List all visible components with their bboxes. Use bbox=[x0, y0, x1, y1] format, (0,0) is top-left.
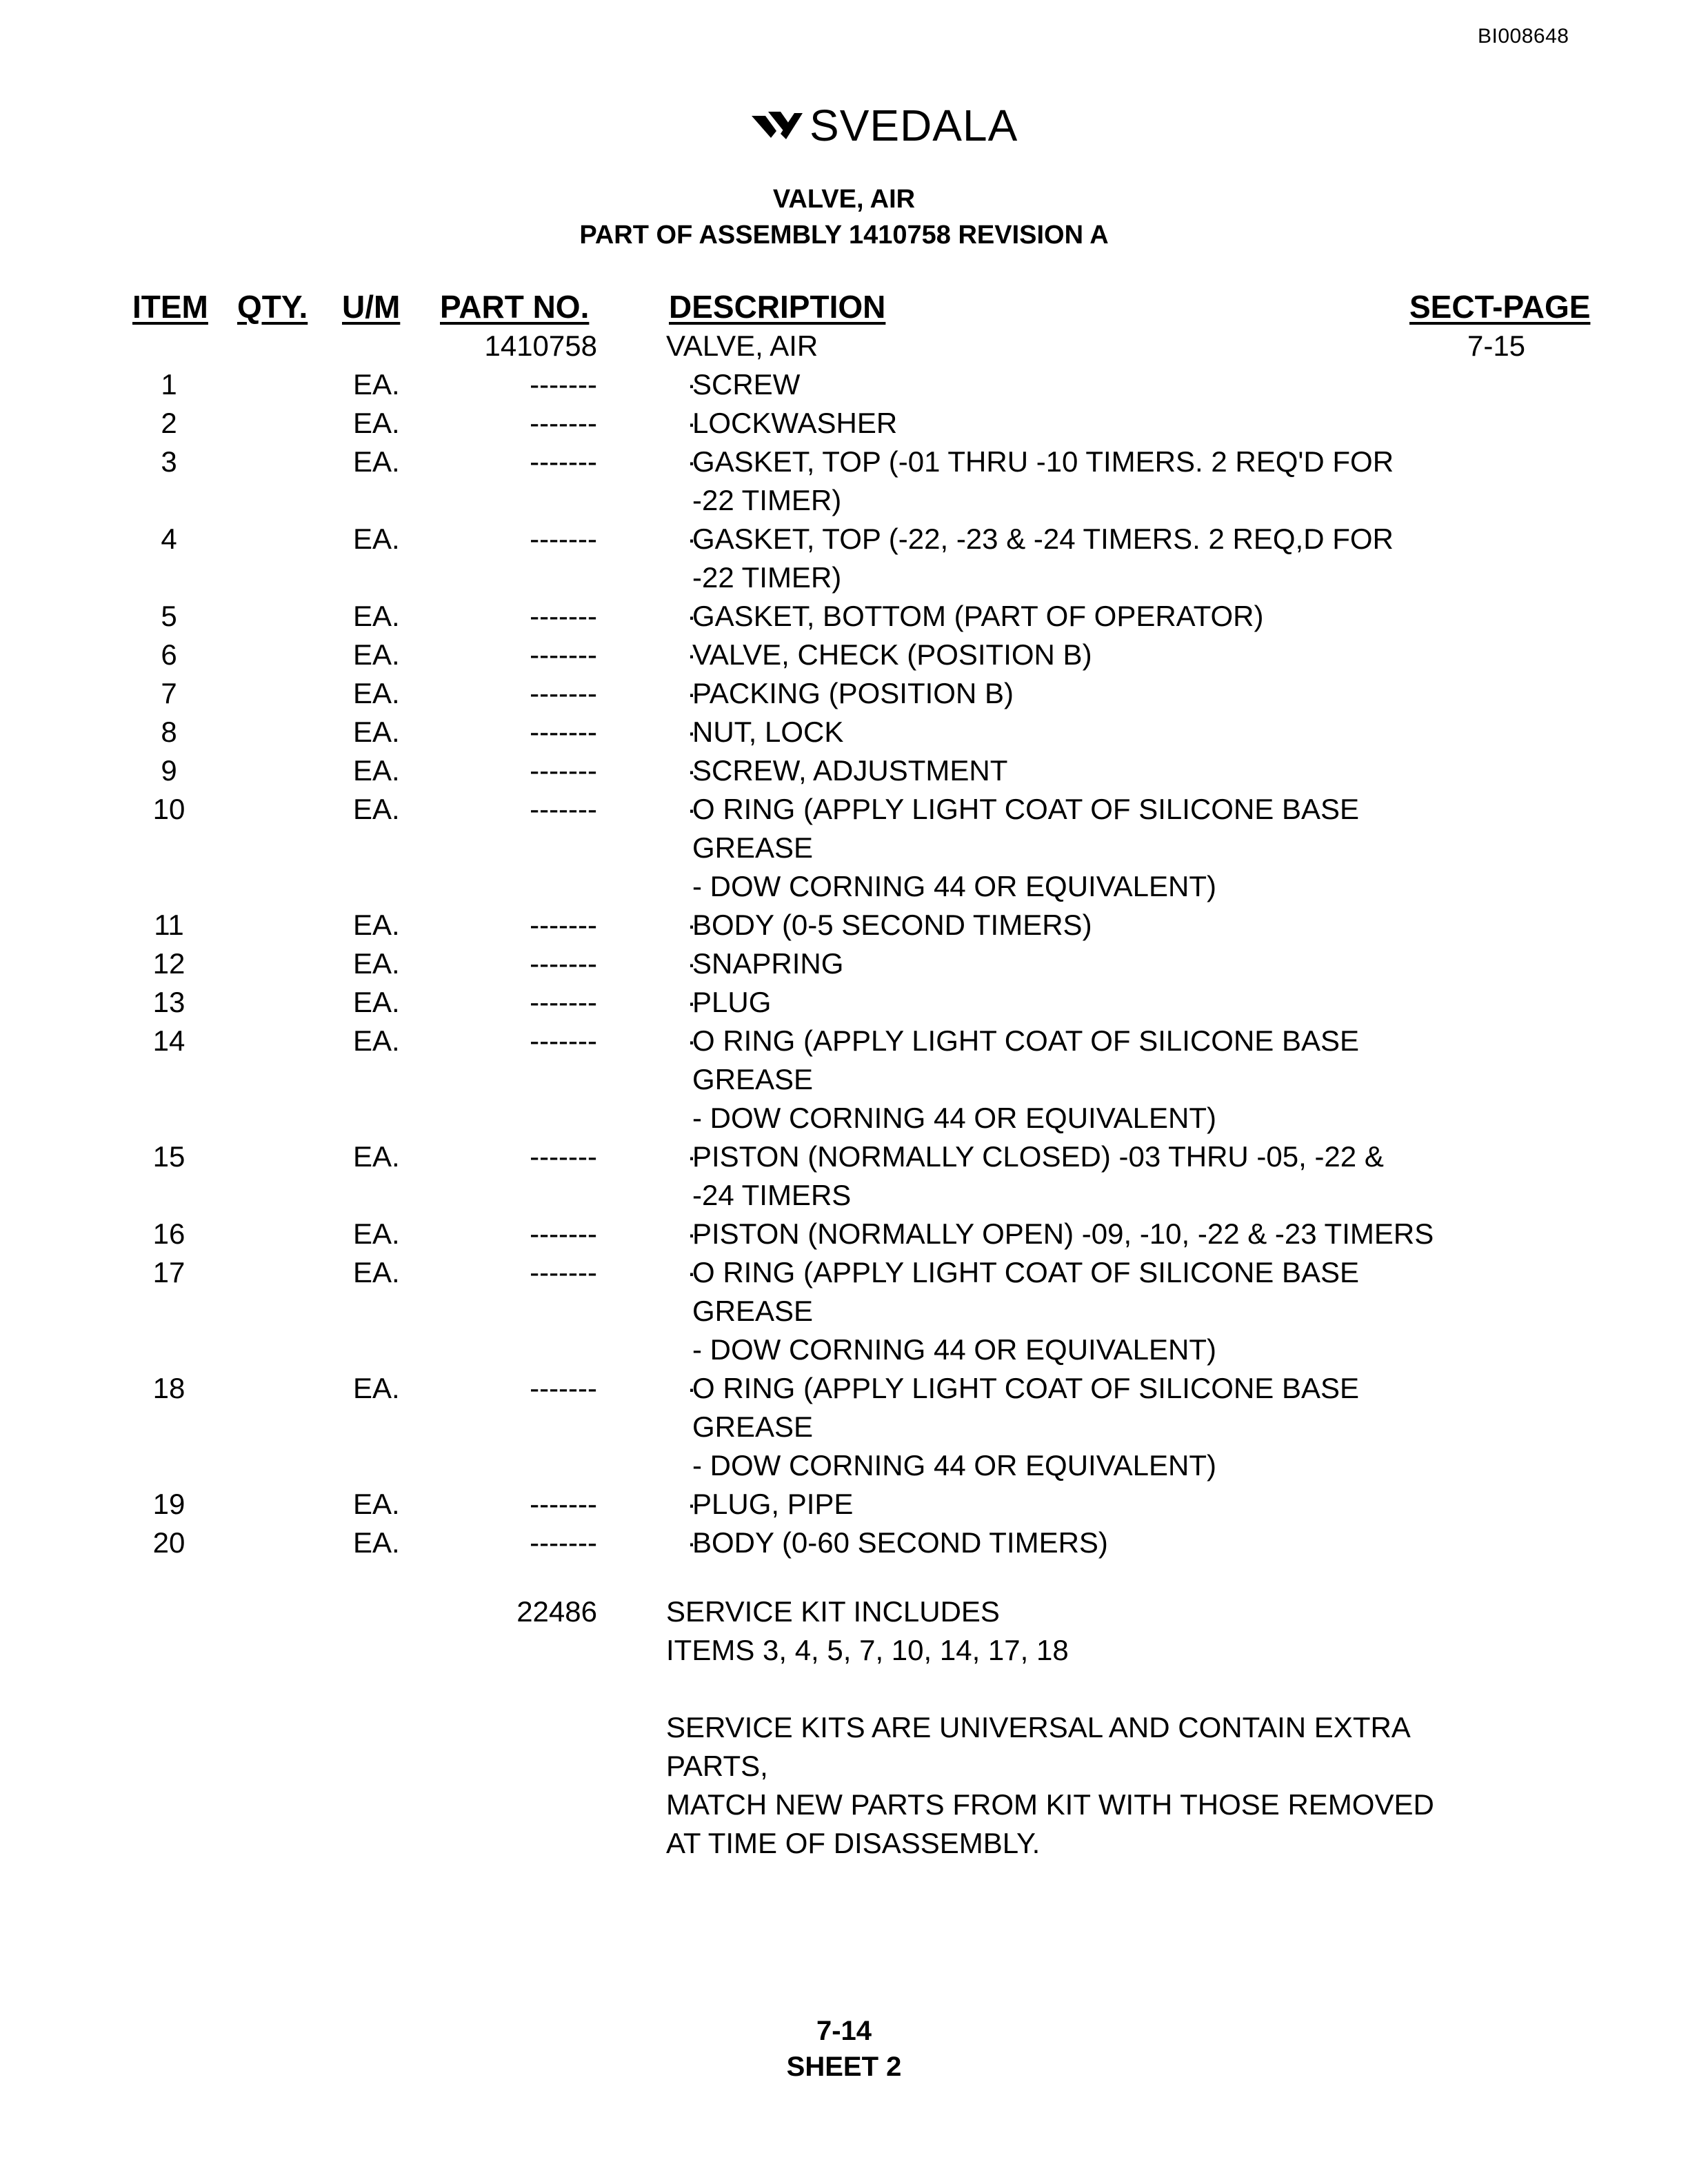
service-kit-line: ITEMS 3, 4, 5, 7, 10, 14, 17, 18 bbox=[666, 1634, 1069, 1666]
service-kit-part-no: 22486 bbox=[516, 1595, 597, 1628]
item-part-no: ------- bbox=[530, 638, 597, 671]
item-part-no: ------- bbox=[530, 677, 597, 709]
header-qty: QTY. bbox=[237, 289, 308, 325]
item-number: 5 bbox=[161, 600, 177, 632]
item-number: 19 bbox=[152, 1488, 185, 1520]
item-unit: EA. bbox=[353, 445, 400, 478]
item-description: · LOCKWASHER bbox=[692, 404, 897, 443]
item-unit: EA. bbox=[353, 947, 400, 980]
item-description: · O RING (APPLY LIGHT COAT OF SILICONE BASE bbox=[692, 1369, 1359, 1408]
item-number: 12 bbox=[152, 947, 185, 980]
service-kit-line: SERVICE KIT INCLUDES bbox=[666, 1595, 1000, 1628]
item-unit: EA. bbox=[353, 638, 400, 671]
item-unit: EA. bbox=[353, 986, 400, 1018]
item-description-continued: -24 TIMERS bbox=[692, 1179, 852, 1211]
item-description: · PACKING (POSITION B) bbox=[692, 674, 1014, 713]
item-description-continued: - DOW CORNING 44 OR EQUIVALENT) bbox=[692, 870, 1216, 902]
sheet-label: SHEET 2 bbox=[786, 2052, 902, 2082]
item-unit: EA. bbox=[353, 677, 400, 709]
header-um: U/M bbox=[342, 289, 401, 325]
item-description: · SNAPRING bbox=[692, 944, 843, 983]
item-description-continued: GREASE bbox=[692, 831, 814, 864]
item-description: · PLUG, PIPE bbox=[692, 1485, 853, 1524]
item-description-continued: - DOW CORNING 44 OR EQUIVALENT) bbox=[692, 1333, 1216, 1366]
item-part-no: ------- bbox=[530, 793, 597, 825]
item-number: 7 bbox=[161, 677, 177, 709]
item-description: · GASKET, TOP (-22, -23 & -24 TIMERS. 2 REQ,D FOR bbox=[692, 520, 1394, 558]
note-line: AT TIME OF DISASSEMBLY. bbox=[666, 1827, 1041, 1859]
item-unit: EA. bbox=[353, 1526, 400, 1559]
item-description-continued: -22 TIMER) bbox=[692, 484, 842, 516]
item-unit: EA. bbox=[353, 1217, 400, 1250]
item-number: 1 bbox=[161, 368, 177, 401]
note-line: MATCH NEW PARTS FROM KIT WITH THOSE REMOVED bbox=[666, 1788, 1434, 1821]
item-number: 17 bbox=[152, 1256, 185, 1288]
item-description: · PLUG bbox=[692, 983, 771, 1022]
item-number: 14 bbox=[152, 1024, 185, 1057]
item-part-no: ------- bbox=[530, 1488, 597, 1520]
item-description: · PISTON (NORMALLY CLOSED) -03 THRU -05, -22 & bbox=[692, 1138, 1384, 1176]
item-description-continued: - DOW CORNING 44 OR EQUIVALENT) bbox=[692, 1102, 1216, 1134]
item-number: 10 bbox=[152, 793, 185, 825]
header-item: ITEM bbox=[132, 289, 208, 325]
item-unit: EA. bbox=[353, 1256, 400, 1288]
note-line: SERVICE KITS ARE UNIVERSAL AND CONTAIN EXTRA bbox=[666, 1711, 1411, 1743]
item-unit: EA. bbox=[353, 909, 400, 941]
item-part-no: ------- bbox=[530, 754, 597, 787]
item-part-no: ------- bbox=[530, 600, 597, 632]
header-sect-page: SECT-PAGE bbox=[1409, 289, 1591, 325]
item-part-no: ------- bbox=[530, 407, 597, 439]
assembly-description: VALVE, AIR bbox=[666, 330, 818, 362]
item-number: 4 bbox=[161, 523, 177, 555]
item-part-no: ------- bbox=[530, 909, 597, 941]
item-part-no: ------- bbox=[530, 1140, 597, 1173]
item-description-continued: GREASE bbox=[692, 1295, 814, 1327]
page-number: 7-14 bbox=[816, 2016, 872, 2046]
brand-name: SVEDALA bbox=[810, 101, 1018, 150]
item-description: · O RING (APPLY LIGHT COAT OF SILICONE BASE bbox=[692, 1022, 1359, 1060]
item-unit: EA. bbox=[353, 754, 400, 787]
item-part-no: ------- bbox=[530, 1372, 597, 1404]
item-description: · PISTON (NORMALLY OPEN) -09, -10, -22 & -23 TIMERS bbox=[692, 1215, 1434, 1253]
item-part-no: ------- bbox=[530, 1256, 597, 1288]
item-number: 20 bbox=[152, 1526, 185, 1559]
item-number: 16 bbox=[152, 1217, 185, 1250]
item-number: 9 bbox=[161, 754, 177, 787]
note-line: PARTS, bbox=[666, 1750, 768, 1782]
item-number: 3 bbox=[161, 445, 177, 478]
item-number: 2 bbox=[161, 407, 177, 439]
item-number: 6 bbox=[161, 638, 177, 671]
item-description: · BODY (0-5 SECOND TIMERS) bbox=[692, 906, 1092, 944]
item-unit: EA. bbox=[353, 368, 400, 401]
item-number: 13 bbox=[152, 986, 185, 1018]
item-unit: EA. bbox=[353, 793, 400, 825]
item-description: · SCREW bbox=[692, 365, 800, 404]
svedala-chevron-logo-icon bbox=[750, 106, 804, 145]
item-part-no: ------- bbox=[530, 368, 597, 401]
item-description-continued: -22 TIMER) bbox=[692, 561, 842, 594]
item-description: · GASKET, TOP (-01 THRU -10 TIMERS. 2 REQ'D FOR bbox=[692, 443, 1394, 481]
header-description: DESCRIPTION bbox=[669, 289, 886, 325]
item-number: 11 bbox=[154, 909, 184, 941]
document-title: VALVE, AIR bbox=[772, 185, 916, 214]
item-unit: EA. bbox=[353, 1024, 400, 1057]
svedala-logo bbox=[750, 103, 1018, 148]
item-part-no: ------- bbox=[530, 1024, 597, 1057]
item-description: · O RING (APPLY LIGHT COAT OF SILICONE BASE bbox=[692, 790, 1359, 829]
item-description: · SCREW, ADJUSTMENT bbox=[692, 751, 1007, 790]
assembly-part-no: 1410758 bbox=[484, 330, 597, 362]
item-unit: EA. bbox=[353, 523, 400, 555]
document-subtitle: PART OF ASSEMBLY 1410758 REVISION A bbox=[579, 221, 1109, 250]
item-part-no: ------- bbox=[530, 1217, 597, 1250]
item-part-no: ------- bbox=[530, 1526, 597, 1559]
header-part-no: PART NO. bbox=[440, 289, 590, 325]
item-description: · GASKET, BOTTOM (PART OF OPERATOR) bbox=[692, 597, 1263, 636]
document-id: BI008648 bbox=[1478, 25, 1569, 48]
item-unit: EA. bbox=[353, 1488, 400, 1520]
item-unit: EA. bbox=[353, 716, 400, 748]
item-description-continued: - DOW CORNING 44 OR EQUIVALENT) bbox=[692, 1449, 1216, 1482]
item-description: · VALVE, CHECK (POSITION B) bbox=[692, 636, 1092, 674]
item-unit: EA. bbox=[353, 1140, 400, 1173]
item-unit: EA. bbox=[353, 1372, 400, 1404]
item-description: · O RING (APPLY LIGHT COAT OF SILICONE BASE bbox=[692, 1253, 1359, 1292]
item-part-no: ------- bbox=[530, 716, 597, 748]
item-number: 8 bbox=[161, 716, 177, 748]
item-part-no: ------- bbox=[530, 445, 597, 478]
item-number: 18 bbox=[152, 1372, 185, 1404]
item-description-continued: GREASE bbox=[692, 1410, 814, 1443]
assembly-sect-page: 7-15 bbox=[1467, 330, 1526, 362]
item-unit: EA. bbox=[353, 407, 400, 439]
item-part-no: ------- bbox=[530, 986, 597, 1018]
item-unit: EA. bbox=[353, 600, 400, 632]
item-description: · BODY (0-60 SECOND TIMERS) bbox=[692, 1524, 1108, 1562]
item-description: · NUT, LOCK bbox=[692, 713, 843, 751]
item-number: 15 bbox=[152, 1140, 185, 1173]
item-part-no: ------- bbox=[530, 523, 597, 555]
item-part-no: ------- bbox=[530, 947, 597, 980]
item-description-continued: GREASE bbox=[692, 1063, 814, 1095]
